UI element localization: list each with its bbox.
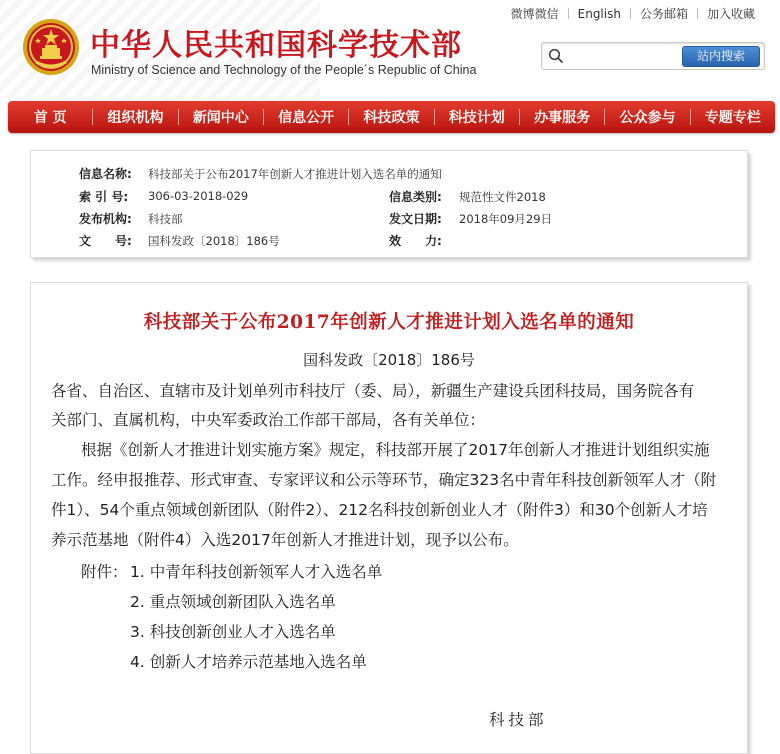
article-body xyxy=(30,282,748,754)
article-line: 养示范基地（附件4）入选2017年创新人才推进计划，现予以公布。 xyxy=(51,531,519,549)
article-line: 各省、自治区、直辖市及计划单列市科技厅（委、局），新疆生产建设兵团科技局，国务院各有 xyxy=(51,382,695,400)
main-nav xyxy=(8,101,775,133)
article-document-number: 国科发政〔2018〕186号 xyxy=(303,351,475,369)
nav-item-news[interactable]: 新闻中心 xyxy=(192,110,249,126)
article-title: 科技部关于公布2017年创新人才推进计划入选名单的通知 xyxy=(143,312,635,333)
info-docno-label: 文 号: xyxy=(79,234,132,248)
nav-item-programs[interactable]: 科技计划 xyxy=(448,110,505,126)
national-emblem-icon[interactable] xyxy=(22,18,80,76)
info-name-value: 科技部关于公布2017年创新人才推进计划入选名单的通知 xyxy=(148,167,442,181)
article-line: 根据《创新人才推进计划实施方案》规定，科技部开展了2017年创新人才推进计划组织实施 xyxy=(81,441,710,459)
site-search-button[interactable]: 站内搜索 xyxy=(682,46,760,67)
weibo-wechat-link[interactable]: 微博微信 xyxy=(510,7,559,21)
site-title[interactable]: 中华人民共和国科学技术部 xyxy=(90,28,462,63)
site-header xyxy=(0,0,780,98)
info-index-value: 306-03-2018-029 xyxy=(148,189,249,203)
nav-item-organization[interactable]: 组织机构 xyxy=(107,110,164,126)
search-input[interactable] xyxy=(568,45,682,67)
info-date-label: 发文日期: xyxy=(389,212,442,226)
info-category-label: 信息类别: xyxy=(389,190,442,204)
add-favorite-link[interactable]: 加入收藏 xyxy=(706,7,755,21)
article-line: 件1）、54个重点领域创新团队（附件2）、212名科技创新创业人才（附件3）和30个创新人才培 xyxy=(51,501,708,519)
attachment-link-1[interactable]: 1. 中青年科技创新领军人才入选名单 xyxy=(130,563,383,581)
article-line: 工作。经申报推荐、形式审查、专家评议和公示等环节，确定323名中青年科技创新领军人才（附 xyxy=(51,471,717,489)
info-category-value: 规范性文件2018 xyxy=(459,190,546,204)
info-date-value: 2018年09月29日 xyxy=(459,212,553,226)
nav-item-participation[interactable]: 公众参与 xyxy=(619,110,676,126)
document-info-box xyxy=(30,150,748,258)
nav-item-policy[interactable]: 科技政策 xyxy=(363,110,420,126)
info-issuer-value: 科技部 xyxy=(148,212,183,226)
info-index-label: 索 引 号: xyxy=(79,190,129,204)
article-signer: 科技部 xyxy=(489,711,548,729)
site-subtitle: Ministry of Science and Technology of the People´s Republic of China xyxy=(91,63,477,77)
search-icon xyxy=(548,48,564,64)
top-links xyxy=(502,5,764,22)
mailbox-link[interactable]: 公务邮箱 xyxy=(639,7,688,21)
attachment-link-4[interactable]: 4. 创新人才培养示范基地入选名单 xyxy=(130,653,367,671)
article-line: 关部门、直属机构，中央军委政治工作部干部局，各有关单位： xyxy=(51,411,486,429)
nav-item-topics[interactable]: 专题专栏 xyxy=(704,110,761,126)
info-docno-value: 国科发政〔2018〕186号 xyxy=(148,234,280,248)
nav-item-information-disclosure[interactable]: 信息公开 xyxy=(278,110,335,126)
info-issuer-label: 发布机构: xyxy=(79,212,132,226)
nav-item-home[interactable]: 首 页 xyxy=(33,110,67,126)
info-validity-label: 效 力: xyxy=(389,234,442,248)
attachments-label: 附件： xyxy=(81,563,128,581)
english-link[interactable]: English xyxy=(577,6,621,21)
attachment-link-3[interactable]: 3. 科技创新创业人才入选名单 xyxy=(130,623,336,641)
attachment-link-2[interactable]: 2. 重点领域创新团队入选名单 xyxy=(130,593,336,611)
info-name-label: 信息名称: xyxy=(79,167,132,181)
nav-item-services[interactable]: 办事服务 xyxy=(534,110,591,126)
